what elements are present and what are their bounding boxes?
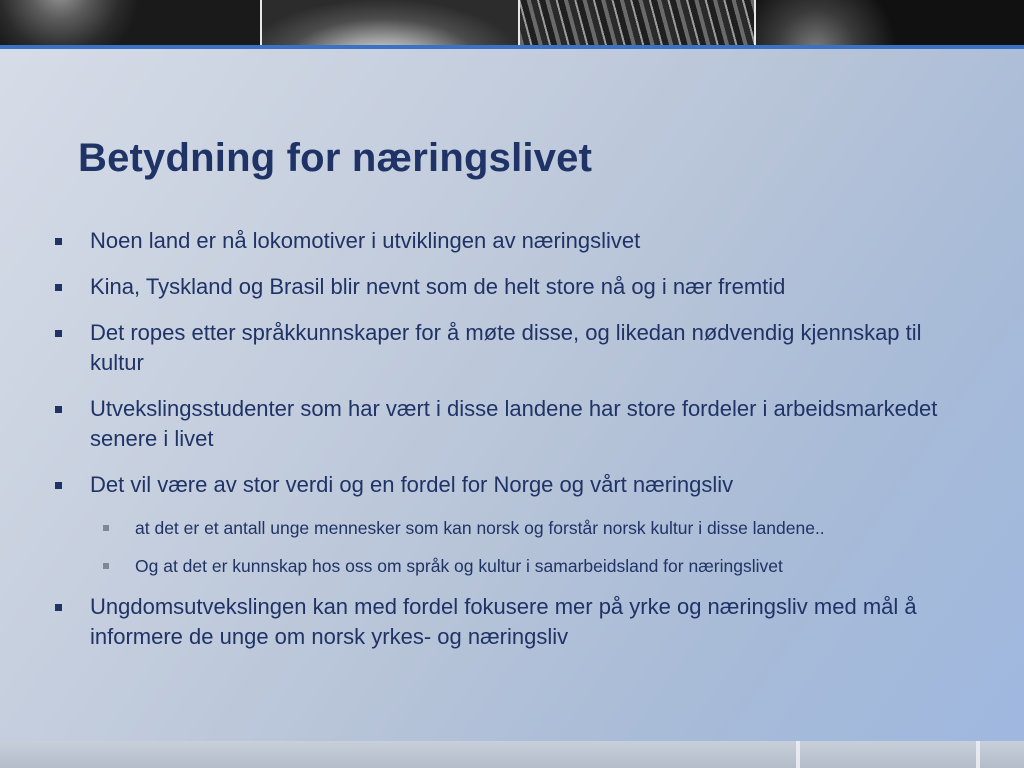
square-sub-bullet-icon	[103, 563, 109, 569]
square-bullet-icon	[55, 406, 62, 413]
square-sub-bullet-icon	[103, 525, 109, 531]
header-photo-banner	[0, 0, 1024, 45]
bullet-item	[50, 592, 970, 652]
footer-divider	[976, 741, 980, 768]
bullet-text: Utvekslingsstudenter som har vært i disse landene har store fordeler i arbeidsmarkedet senere i livet	[90, 396, 938, 451]
bullet-item	[50, 470, 970, 500]
square-bullet-icon	[55, 604, 62, 611]
sub-bullet-item	[50, 516, 970, 540]
square-bullet-icon	[55, 330, 62, 337]
bullet-item	[50, 318, 970, 378]
sub-bullet-text: at det er et antall unge mennesker som kan norsk og forstår norsk kultur i disse landene..	[135, 518, 825, 538]
sub-bullet-item	[50, 554, 970, 578]
bullet-text: Ungdomsutvekslingen kan med fordel fokusere mer på yrke og næringsliv med mål å informere de unge om norsk yrkes- og næringsliv	[90, 594, 917, 649]
square-bullet-icon	[55, 284, 62, 291]
bullet-item	[50, 226, 970, 256]
footer-bar	[0, 741, 1024, 768]
square-bullet-icon	[55, 482, 62, 489]
bullet-text: Det vil være av stor verdi og en fordel for Norge og vårt næringsliv	[90, 472, 734, 497]
slide-title: Betydning for næringslivet	[78, 136, 593, 180]
bullet-list	[50, 226, 970, 668]
sub-bullet-text: Og at det er kunnskap hos oss om språk og kultur i samarbeidsland for næringslivet	[135, 556, 783, 576]
banner-image-1	[0, 0, 262, 45]
accent-divider	[0, 45, 1024, 49]
bullet-item	[50, 272, 970, 302]
banner-image-2	[262, 0, 520, 45]
bullet-text: Kina, Tyskland og Brasil blir nevnt som de helt store nå og i nær fremtid	[90, 274, 786, 299]
banner-image-3	[520, 0, 756, 45]
square-bullet-icon	[55, 238, 62, 245]
bullet-text: Det ropes etter språkkunnskaper for å møte disse, og likedan nødvendig kjennskap til kultur	[90, 320, 922, 375]
footer-divider	[796, 741, 800, 768]
bullet-text: Noen land er nå lokomotiver i utviklingen av næringslivet	[90, 228, 641, 253]
bullet-item	[50, 394, 970, 454]
banner-image-4	[756, 0, 1024, 45]
